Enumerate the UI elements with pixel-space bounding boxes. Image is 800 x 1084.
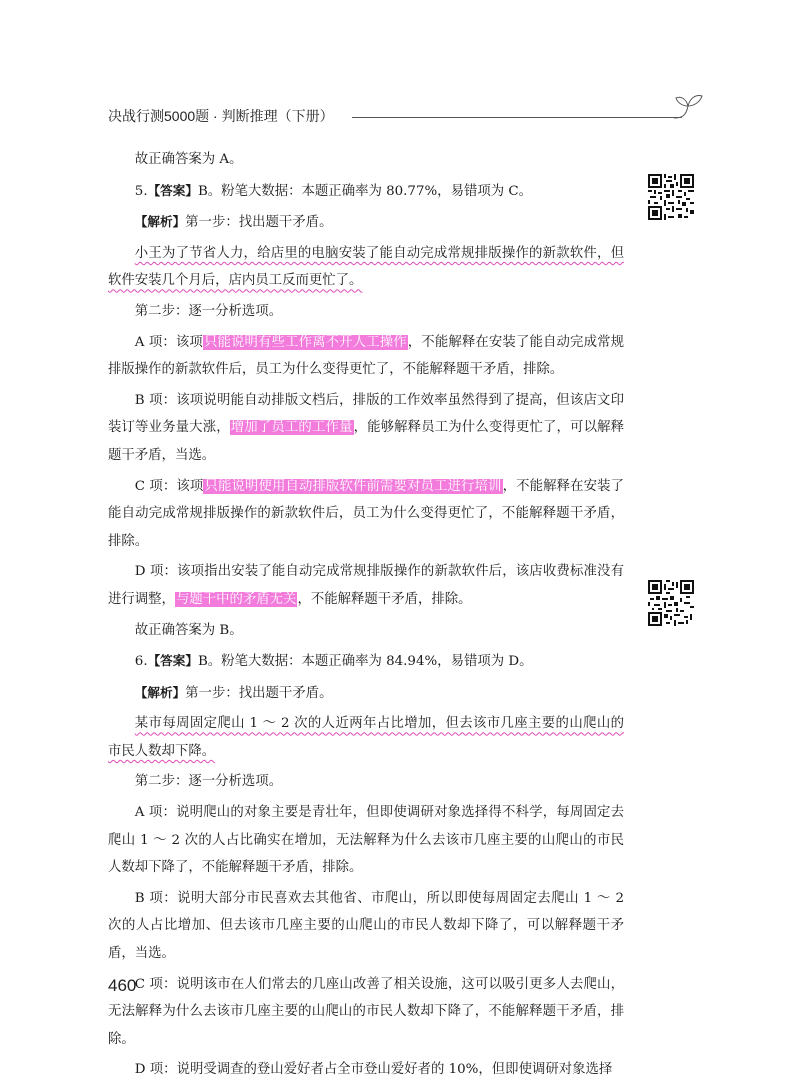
- highlight: 增加了员工的工作量: [230, 420, 353, 436]
- q6-analysis: [108, 679, 624, 708]
- conclusion-text: 故正确答案为 A。: [134, 152, 243, 167]
- option-text: ，不能解释在安装了能自动完成常规排版操作的新款软件后，员工为什么变得更忙了，不能解释题干矛盾，排除。: [108, 478, 624, 549]
- option-text: D 项：该项指出安装了能自动完成常规排版操作的新款软件后，该店收费标准没有进行调整，: [108, 564, 624, 607]
- q5-conclusion: [108, 617, 624, 645]
- highlight: 只能说明有些工作离不开人工操作: [203, 334, 407, 350]
- option-text: C 项：该项: [134, 478, 204, 494]
- q5-option-d: [108, 558, 624, 613]
- step-text: 第二步：逐一分析选项。: [134, 303, 283, 319]
- contradiction-text: 某市每周固定爬山 1 ～ 2 次的人近两年占比增加，但去该市几座主要的山爬山的市民人数却下降。: [108, 716, 624, 759]
- option-text: ，能够解释员工为什么变得更忙了，可以解释题干矛盾，当选。: [108, 420, 625, 463]
- page-content: [108, 146, 624, 1084]
- option-text: ，不能解释题干矛盾，排除。: [297, 591, 472, 607]
- question-number: 6.: [134, 654, 148, 670]
- q5-answer: [108, 177, 624, 206]
- step-text: 第一步：找出题干矛盾。: [185, 685, 333, 701]
- q5-option-b: [108, 387, 624, 470]
- option-text: A 项：说明爬山的对象主要是青壮年，但即使调研对象选择得不科学，每周固定去爬山 1 ～ 2 次的人占比确实在增加，无法解释为什么去该市几座主要的山爬山的市民人数却下降了，不能解释题干矛盾，排除。: [108, 805, 624, 876]
- option-text: B 项：该项说明能自动排版文档后，排版的工作效率虽然得到了提高，但该店文印装订等业务量大涨，: [108, 392, 624, 436]
- answer-tag: 【答案】: [147, 653, 198, 669]
- option-text: A 项：该项: [134, 334, 203, 350]
- answer-text: B。粉笔大数据：本题正确率为 80.77%，易错项为 C。: [197, 183, 533, 199]
- highlight: 与题干中的矛盾无关: [175, 591, 297, 607]
- answer-text: B。粉笔大数据：本题正确率为 84.94%，易错项为 D。: [197, 654, 533, 670]
- option-text: C 项：说明该市在人们常去的几座山改善了相关设施，这可以吸引更多人去爬山，无法解释为什么去该市几座主要的山爬山的市民人数却下降了，不能解释题干矛盾，排除。: [108, 976, 624, 1047]
- step-text: 第二步：逐一分析选项。: [134, 774, 283, 790]
- option-text: D 项：说明受调查的登山爱好者占全市登山爱好者的 10%，但即使调研对象选择: [134, 1062, 613, 1078]
- q6-step2: [108, 768, 624, 796]
- q5-analysis: [108, 208, 624, 237]
- running-header: 决战行测5000题 · 判断推理（下册）: [108, 108, 334, 124]
- sprout-icon: [672, 92, 704, 120]
- q6-contradiction: [108, 710, 624, 765]
- header-rule: [352, 117, 682, 118]
- q6-option-d: [108, 1056, 624, 1084]
- analysis-tag: 【解析】: [134, 214, 186, 230]
- contradiction-text: 小王为了节省人力，给店里的电脑安装了能自动完成常规排版操作的新款软件，但软件安装几个月后，店内员工反而更忙了。: [108, 245, 624, 289]
- highlight: 只能说明使用自动排版软件前需要对员工进行培训: [204, 478, 502, 494]
- qr-code-q6[interactable]: [648, 580, 694, 626]
- q5-contradiction: [108, 240, 624, 295]
- page-number: 460: [108, 976, 137, 995]
- qr-code-q5[interactable]: [648, 174, 694, 220]
- analysis-tag: 【解析】: [134, 684, 186, 700]
- answer-tag: 【答案】: [147, 182, 198, 198]
- q6-answer: [108, 647, 624, 676]
- option-text: B 项：说明大部分市民喜欢去其他省、市爬山，所以即使每周固定去爬山 1 ～ 2 次的人占比增加、但去该市几座主要的山爬山的市民人数却下降了，可以解释题干矛盾，当选。: [108, 890, 624, 962]
- q5-step2: [108, 298, 624, 326]
- q6-option-c: [108, 971, 624, 1054]
- question-number: 5.: [134, 183, 148, 199]
- q6-option-a: [108, 799, 624, 882]
- option-text: ，不能解释在安装了能自动完成常规排版操作的新款软件后，员工为什么变得更忙了，不能解释题干矛盾，排除。: [108, 334, 624, 378]
- conclusion-text: 故正确答案为 B。: [134, 622, 243, 638]
- paragraph: [108, 146, 624, 174]
- q5-option-a: [108, 329, 624, 384]
- q5-option-c: [108, 473, 624, 556]
- step-text: 第一步：找出题干矛盾。: [185, 215, 333, 231]
- q6-option-b: [108, 885, 624, 968]
